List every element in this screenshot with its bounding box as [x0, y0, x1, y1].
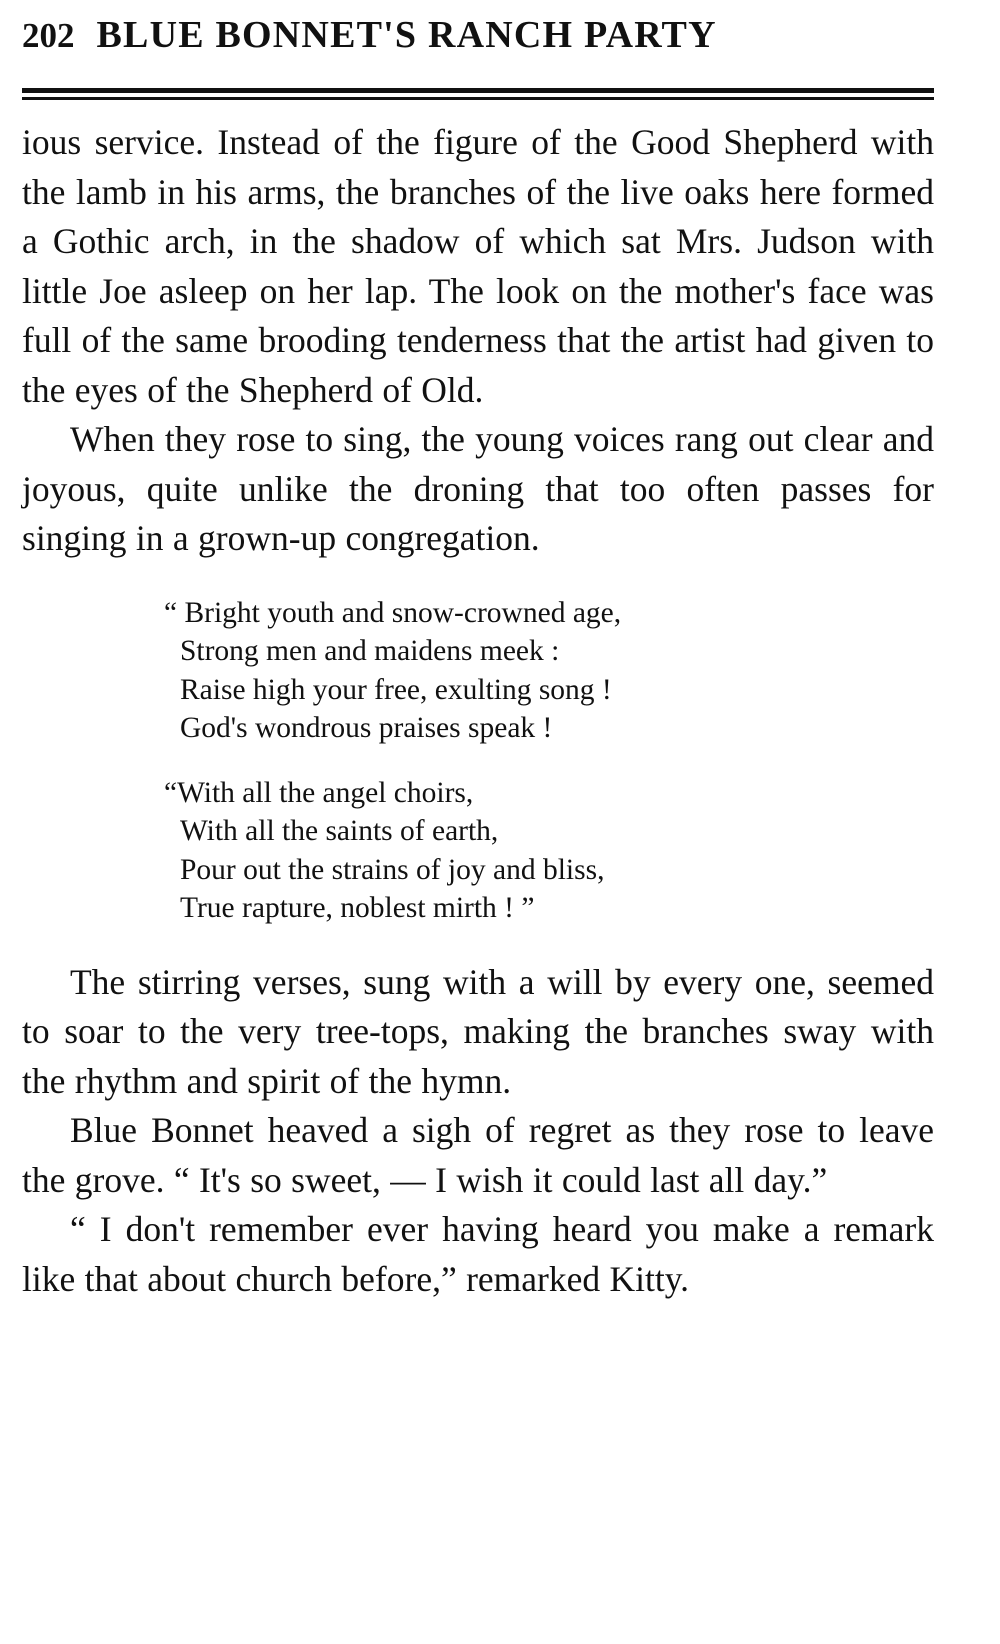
verse-spacer-top [22, 564, 934, 594]
verse-line: Raise high your free, exulting song ! [180, 673, 612, 706]
paragraph: “ I don't remember ever having heard you make a remark like that about church before,” remarked Kitty. [22, 1209, 934, 1299]
verse-line: Strong men and maidens meek : [180, 635, 560, 667]
rule-thin [22, 97, 934, 100]
body-text [22, 118, 934, 1304]
paragraph: Blue Bonnet heaved a sigh of regret as they rose to leave the grove. “ It's so sweet, — I wish it could last all day.” [22, 1110, 934, 1200]
verse-spacer-bottom [22, 928, 934, 958]
verse-line: With all the saints of earth, [180, 815, 499, 847]
verse-line: “ Bright youth and snow-crowned age, [164, 596, 622, 629]
running-title: BLUE BONNET'S RANCH PARTY [96, 14, 717, 56]
verse-line: True rapture, noblest mirth ! ” [180, 892, 535, 924]
verse-stanza [164, 774, 934, 928]
paragraph: When they rose to sing, the young voices rang out clear and joyous, quite unlike the droning that too often passes for singing in a grown-up congregation. [22, 419, 934, 558]
verse-line: God's wondrous praises speak ! [180, 712, 553, 744]
verse-line: Pour out the strains of joy and bliss, [180, 853, 605, 886]
paragraph: The stirring verses, sung with a will by every one, seemed to soar to the very tree-tops, making the branches sway with the rhythm and spirit of the hymn. [22, 961, 934, 1101]
verse-block [22, 594, 934, 928]
page-number: 202 [22, 16, 75, 55]
page-header [22, 16, 934, 54]
verse-line: “With all the angel choirs, [164, 776, 474, 809]
paragraph: ious service. Instead of the figure of the Good Shepherd with the lamb in his arms, the branches of the live oaks here formed a Gothic arch, in the shadow of which sat Mrs. Judson with little Joe asleep on her lap. The look on the mother's face was full of the same brooding tenderness that the artist had given to the eyes of the Shepherd of Old. [22, 122, 934, 410]
verse-stanza [164, 594, 934, 748]
header-rule [22, 88, 934, 100]
